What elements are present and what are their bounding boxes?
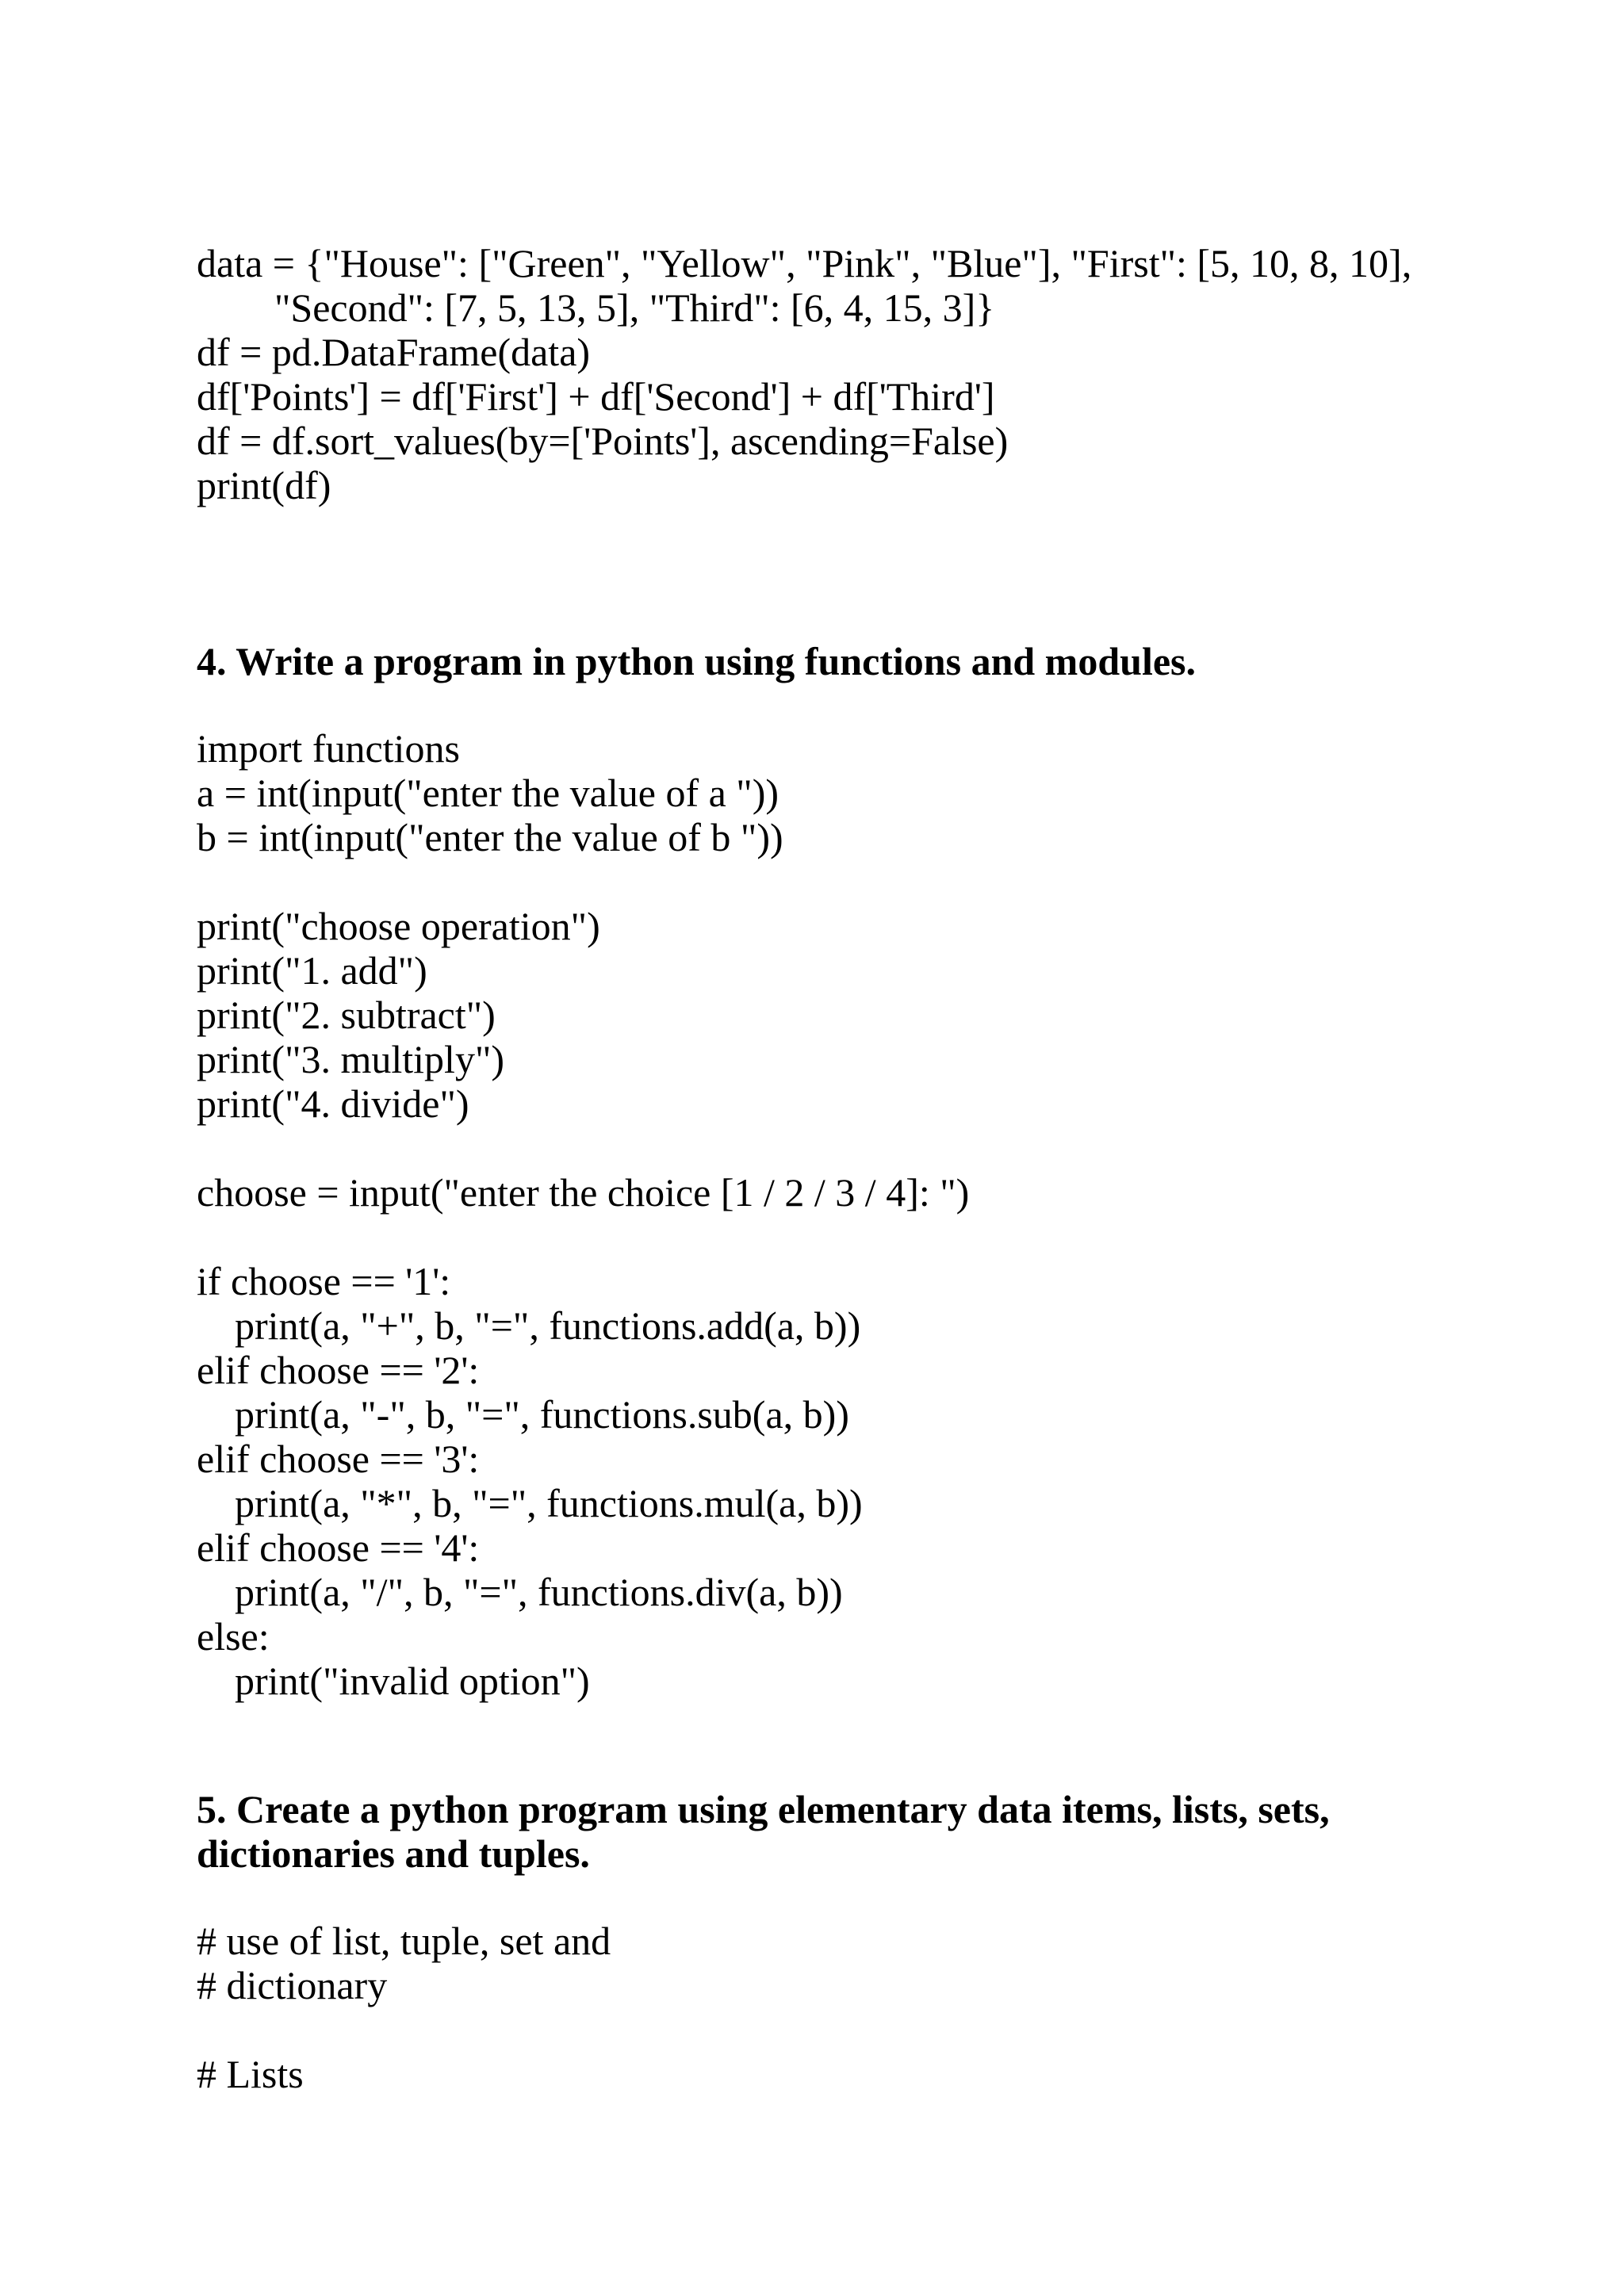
code-line: df = pd.DataFrame(data) bbox=[197, 330, 591, 374]
code-line: # Lists bbox=[197, 2052, 304, 2096]
code-line: choose = input("enter the choice [1 / 2 / 3 / 4]: ") bbox=[197, 1170, 970, 1215]
code-line: if choose == '1': bbox=[197, 1259, 451, 1303]
section-4-heading: 4. Write a program in python using functions and modules. bbox=[197, 639, 1196, 683]
code-line: print(df) bbox=[197, 463, 331, 507]
code-line: else: bbox=[197, 1614, 270, 1659]
code-line: b = int(input("enter the value of b ")) bbox=[197, 815, 783, 859]
code-line: "Second": [7, 5, 13, 5], "Third": [6, 4, 15, 3]} bbox=[274, 285, 995, 330]
code-line: print(a, "-", b, "=", functions.sub(a, b)) bbox=[235, 1392, 849, 1437]
code-line: print(a, "+", b, "=", functions.add(a, b)) bbox=[235, 1303, 861, 1348]
code-line: data = {"House": ["Green", "Yellow", "Pink", "Blue"], "First": [5, 10, 8, 10], bbox=[197, 241, 1412, 285]
code-line: print("choose operation") bbox=[197, 904, 600, 948]
code-line: elif choose == '3': bbox=[197, 1437, 480, 1481]
code-line: df = df.sort_values(by=['Points'], ascending=False) bbox=[197, 419, 1009, 463]
code-line: a = int(input("enter the value of a ")) bbox=[197, 771, 779, 815]
code-line: print(a, "/", b, "=", functions.div(a, b)) bbox=[235, 1570, 843, 1614]
code-line: elif choose == '4': bbox=[197, 1525, 480, 1570]
code-line: print("4. divide") bbox=[197, 1081, 469, 1126]
code-line: print("3. multiply") bbox=[197, 1037, 505, 1081]
code-line: print(a, "*", b, "=", functions.mul(a, b)) bbox=[235, 1481, 863, 1525]
code-line: import functions bbox=[197, 726, 460, 771]
code-line: df['Points'] = df['First'] + df['Second'] + df['Third'] bbox=[197, 374, 995, 419]
code-line: print("2. subtract") bbox=[197, 993, 496, 1037]
code-line: print("invalid option") bbox=[235, 1659, 590, 1703]
code-line: # dictionary bbox=[197, 1963, 388, 2007]
section-5-heading: dictionaries and tuples. bbox=[197, 1831, 590, 1876]
section-5-heading: 5. Create a python program using elementary data items, lists, sets, bbox=[197, 1787, 1330, 1831]
code-line: print("1. add") bbox=[197, 948, 427, 993]
code-line: # use of list, tuple, set and bbox=[197, 1919, 611, 1963]
code-line: elif choose == '2': bbox=[197, 1348, 480, 1392]
